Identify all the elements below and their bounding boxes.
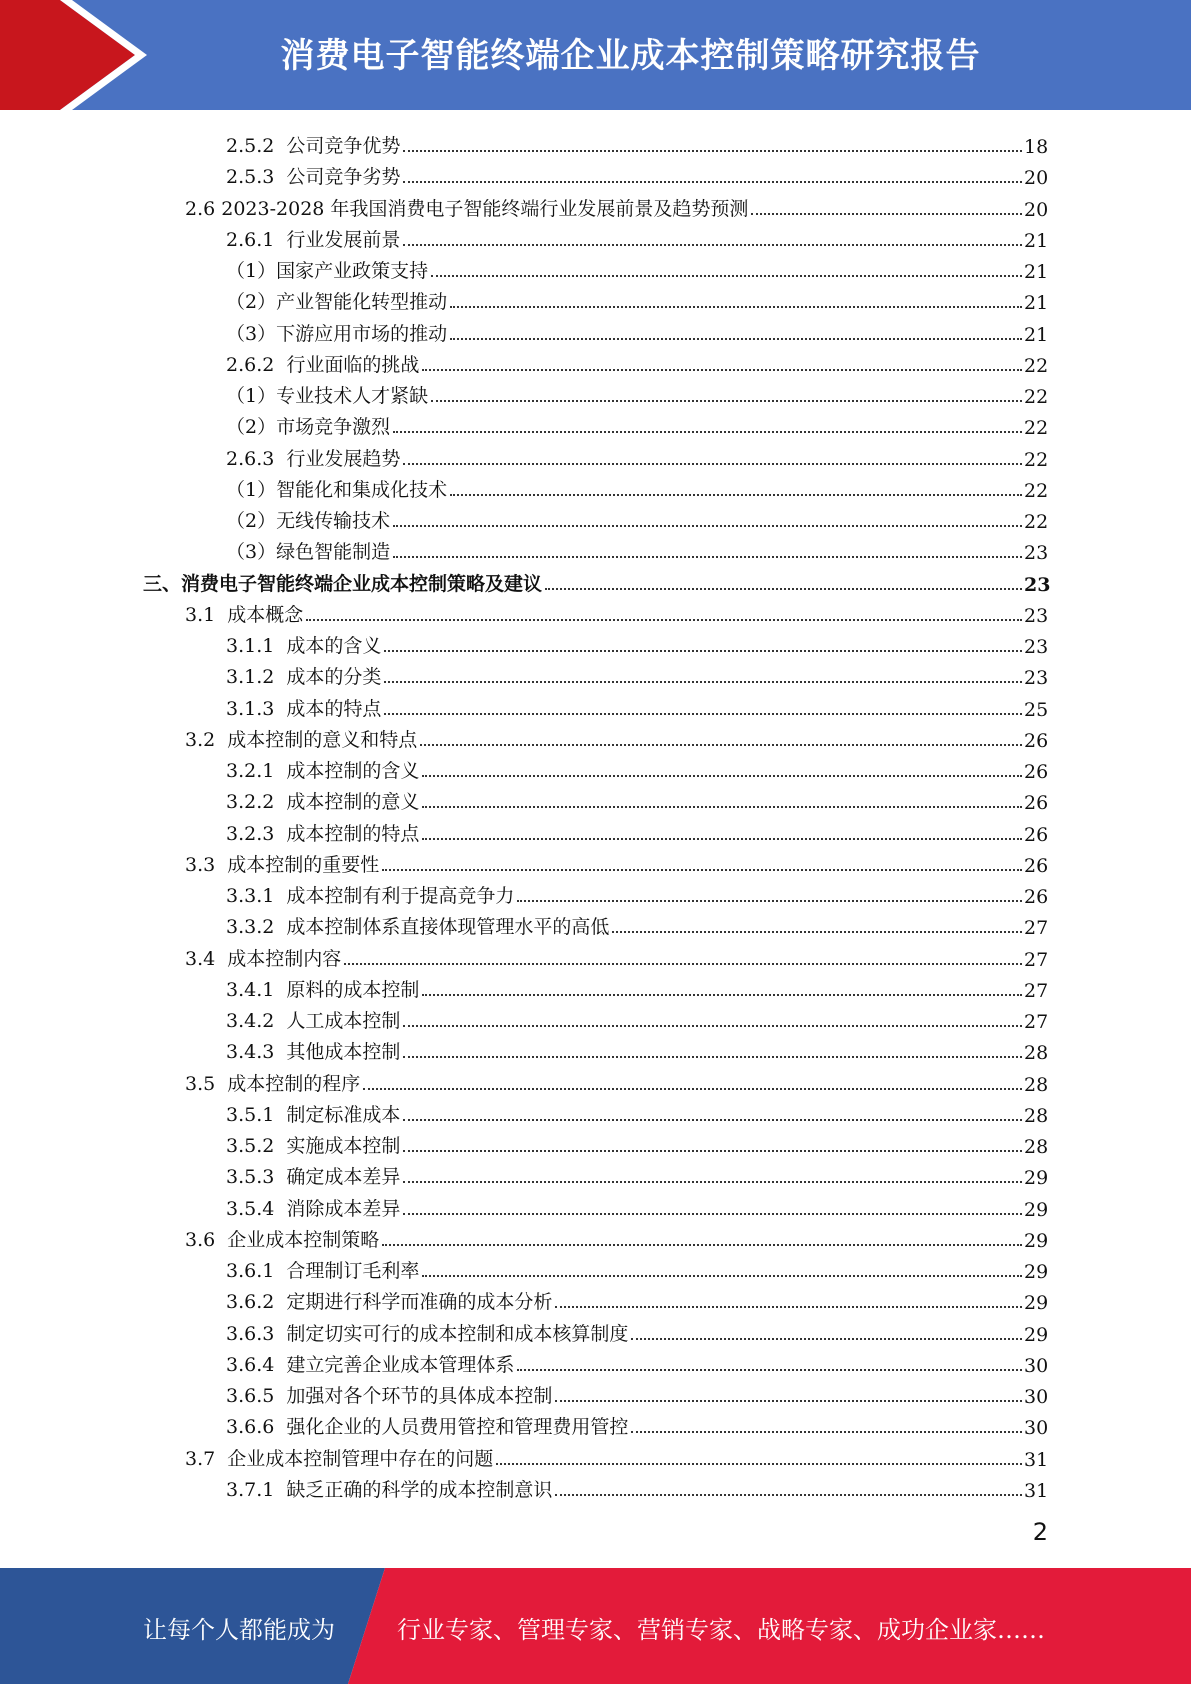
- toc-entry-page: 22: [1024, 354, 1049, 377]
- toc-entry-page: 20: [1024, 167, 1049, 190]
- toc-entry[interactable]: [226, 1346, 1048, 1377]
- toc-entry[interactable]: [226, 1158, 1048, 1189]
- toc-dot-leader: [517, 900, 1022, 902]
- toc-entry-page: 22: [1024, 386, 1049, 408]
- toc-entry[interactable]: [226, 158, 1048, 189]
- toc-entry-page: 25: [1024, 698, 1049, 721]
- toc-entry-page: 21: [1024, 292, 1049, 315]
- toc-dot-leader: [422, 994, 1022, 996]
- toc-entry[interactable]: [226, 1283, 1048, 1314]
- toc-entry[interactable]: [226, 533, 1048, 564]
- toc-entry-page: 28: [1024, 1073, 1049, 1096]
- toc-entry-title: 2.6.1 行业发展前景: [226, 228, 401, 251]
- page-number: 2: [1032, 1518, 1048, 1546]
- toc-dot-leader: [403, 1150, 1022, 1152]
- toc-entry-page: 27: [1024, 979, 1049, 1002]
- toc-entry-page: 28: [1024, 1104, 1049, 1127]
- toc-dot-leader: [403, 1181, 1022, 1183]
- toc-entry-page: 23: [1024, 542, 1049, 565]
- toc-entry[interactable]: [226, 627, 1048, 658]
- toc-entry-title: 3.7.1 缺乏正确的科学的成本控制意识: [226, 1478, 553, 1501]
- toc-dot-leader: [403, 181, 1022, 183]
- toc-entry-title: 3.1.1 成本的含义: [226, 635, 382, 657]
- toc-entry[interactable]: [226, 1033, 1048, 1064]
- toc-entry-title: （2）市场竞争激烈: [226, 416, 391, 439]
- toc-entry-title: 3.6.3 制定切实可行的成本控制和成本核算制度: [226, 1322, 629, 1345]
- toc-entry[interactable]: [185, 940, 1048, 971]
- toc-entry[interactable]: [226, 346, 1048, 377]
- toc-entry[interactable]: [226, 908, 1048, 939]
- toc-dot-leader: [403, 150, 1022, 152]
- toc-entry[interactable]: [226, 971, 1048, 1002]
- toc-dot-leader: [384, 681, 1022, 683]
- toc-dot-leader: [384, 650, 1022, 652]
- toc-dot-leader: [393, 556, 1022, 558]
- toc-entry-page: 26: [1024, 729, 1049, 752]
- toc-entry-page: 27: [1024, 917, 1049, 940]
- toc-entry-page: 27: [1024, 1011, 1049, 1033]
- toc-entry-page: 20: [1024, 198, 1049, 221]
- toc-entry-title: 3.5.1 制定标准成本: [226, 1103, 401, 1126]
- toc-entry-title: 3.2 成本控制的意义和特点: [185, 728, 418, 751]
- toc-dot-leader: [422, 1275, 1022, 1277]
- toc-entry[interactable]: [226, 877, 1048, 908]
- toc-dot-leader: [631, 1338, 1022, 1340]
- toc-entry-page: 23: [1024, 573, 1051, 596]
- toc-entry-title: 3.2.3 成本控制的特点: [226, 822, 420, 845]
- toc-dot-leader: [496, 1463, 1022, 1465]
- toc-entry-title: 3.1.2 成本的分类: [226, 666, 382, 689]
- toc-entry-title: 3.3 成本控制的重要性: [185, 853, 380, 876]
- toc-entry[interactable]: [226, 1377, 1048, 1408]
- toc-entry[interactable]: [226, 1471, 1048, 1502]
- toc-dot-leader: [403, 1025, 1022, 1027]
- toc-dot-leader: [545, 588, 1022, 590]
- toc-entry-page: 22: [1024, 511, 1049, 533]
- toc-dot-leader: [384, 713, 1022, 715]
- toc-entry[interactable]: [226, 471, 1048, 502]
- toc-entry-page: 22: [1024, 479, 1049, 502]
- toc-entry-title: （3）下游应用市场的推动: [226, 322, 448, 345]
- toc-dot-leader: [382, 869, 1022, 871]
- toc-entry-title: 3.5 成本控制的程序: [185, 1072, 361, 1095]
- toc-entry-title: 3.1.3 成本的特点: [226, 697, 382, 720]
- toc-entry-page: 21: [1024, 261, 1049, 283]
- toc-entry[interactable]: [226, 315, 1048, 346]
- toc-dot-leader: [422, 369, 1022, 371]
- toc-entry-page: 26: [1024, 854, 1049, 877]
- toc-entry-title: （1）专业技术人才紧缺: [226, 385, 429, 407]
- toc-entry[interactable]: [226, 440, 1048, 471]
- toc-entry-title: 3.7 企业成本控制管理中存在的问题: [185, 1447, 494, 1470]
- toc-entry[interactable]: [226, 127, 1048, 158]
- page-header: [0, 0, 1191, 110]
- toc-entry-page: 23: [1024, 604, 1049, 627]
- toc-entry-title: 3.5.3 确定成本差异: [226, 1166, 401, 1189]
- toc-dot-leader: [612, 931, 1022, 933]
- toc-entry-page: 29: [1024, 1229, 1049, 1252]
- toc-entry[interactable]: [226, 815, 1048, 846]
- toc-entry-title: 2.6.3 行业发展趋势: [226, 447, 401, 470]
- toc-entry-title: 2.6 2023-2028 年我国消费电子智能终端行业发展前景及趋势预测: [185, 197, 749, 220]
- toc-entry-page: 29: [1024, 1167, 1049, 1190]
- toc-entry[interactable]: [226, 752, 1048, 783]
- toc-entry[interactable]: [185, 596, 1048, 627]
- toc-entry[interactable]: [143, 565, 1051, 596]
- toc-dot-leader: [555, 1494, 1022, 1496]
- toc-entry-title: 3.6 企业成本控制策略: [185, 1228, 380, 1251]
- toc-entry-title: 3.5.2 实施成本控制: [226, 1135, 401, 1157]
- toc-entry[interactable]: [226, 1315, 1048, 1346]
- toc-entry-title: 3.4.3 其他成本控制: [226, 1041, 401, 1064]
- toc-entry-page: 21: [1024, 323, 1049, 346]
- toc-entry-title: 3.1 成本概念: [185, 603, 304, 626]
- toc-entry-page: 27: [1024, 948, 1049, 971]
- toc-dot-leader: [422, 806, 1022, 808]
- toc-dot-leader: [306, 619, 1022, 621]
- toc-entry[interactable]: [185, 846, 1048, 877]
- toc-entry[interactable]: [226, 783, 1048, 814]
- toc-entry-title: 三、消费电子智能终端企业成本控制策略及建议: [143, 572, 543, 595]
- toc-entry-title: 3.2.1 成本控制的含义: [226, 760, 420, 782]
- toc-entry-page: 29: [1024, 1323, 1049, 1346]
- toc-entry-page: 31: [1024, 1479, 1049, 1502]
- toc-entry-title: 2.5.3 公司竞争劣势: [226, 166, 401, 189]
- toc-entry[interactable]: [226, 283, 1048, 314]
- page-footer: [0, 1568, 1191, 1684]
- toc-entry-page: 29: [1024, 1292, 1049, 1315]
- toc-entry-page: 23: [1024, 667, 1049, 690]
- toc-dot-leader: [393, 431, 1022, 433]
- toc-entry[interactable]: [185, 1440, 1048, 1471]
- toc-entry-page: 22: [1024, 417, 1049, 440]
- toc-entry-title: （1）国家产业政策支持: [226, 260, 429, 282]
- toc-entry[interactable]: [226, 502, 1048, 533]
- toc-entry-page: 30: [1024, 1354, 1049, 1377]
- toc-entry-page: 26: [1024, 823, 1049, 846]
- toc-entry-page: 22: [1024, 448, 1049, 471]
- toc-dot-leader: [403, 244, 1022, 246]
- toc-entry-title: 3.6.2 定期进行科学而准确的成本分析: [226, 1291, 553, 1314]
- toc-entry-page: 29: [1024, 1261, 1049, 1283]
- toc-entry-page: 26: [1024, 886, 1049, 908]
- toc-dot-leader: [420, 744, 1022, 746]
- toc-entry[interactable]: [226, 690, 1048, 721]
- toc-entry-title: 3.4.1 原料的成本控制: [226, 978, 420, 1001]
- toc-entry-title: 2.5.2 公司竞争优势: [226, 135, 401, 157]
- toc-dot-leader: [450, 306, 1022, 308]
- toc-entry-title: 3.4.2 人工成本控制: [226, 1010, 401, 1032]
- toc-entry-page: 30: [1024, 1386, 1049, 1408]
- toc-entry-page: 21: [1024, 229, 1049, 252]
- toc-entry-title: （2）产业智能化转型推动: [226, 291, 448, 314]
- toc-entry[interactable]: [226, 658, 1048, 689]
- toc-entry[interactable]: [185, 721, 1048, 752]
- toc-entry-title: 3.6.4 建立完善企业成本管理体系: [226, 1353, 515, 1376]
- toc-dot-leader: [555, 1306, 1022, 1308]
- toc-dot-leader: [422, 775, 1022, 777]
- toc-entry[interactable]: [226, 1408, 1048, 1439]
- toc-entry[interactable]: [185, 1065, 1048, 1096]
- footer-slogan-left: 让每个人都能成为: [143, 1616, 335, 1644]
- toc-entry[interactable]: [185, 1221, 1048, 1252]
- toc-dot-leader: [422, 838, 1022, 840]
- toc-dot-leader: [403, 463, 1022, 465]
- document-title: 消费电子智能终端企业成本控制策略研究报告: [280, 36, 981, 76]
- toc-entry[interactable]: [185, 190, 1048, 221]
- toc-dot-leader: [431, 275, 1022, 277]
- toc-entry-title: 3.3.1 成本控制有利于提高竞争力: [226, 885, 515, 907]
- toc-entry-title: （2）无线传输技术: [226, 510, 391, 532]
- toc-entry[interactable]: [226, 1002, 1048, 1033]
- toc-dot-leader: [555, 1400, 1022, 1402]
- toc-entry[interactable]: [226, 252, 1048, 283]
- toc-dot-leader: [450, 338, 1022, 340]
- toc-entry-title: （1）智能化和集成化技术: [226, 478, 448, 501]
- toc-dot-leader: [517, 1369, 1022, 1371]
- toc-dot-leader: [344, 963, 1022, 965]
- toc-dot-leader: [631, 1431, 1022, 1433]
- toc-entry-title: 3.3.2 成本控制体系直接体现管理水平的高低: [226, 916, 610, 939]
- toc-dot-leader: [403, 1119, 1022, 1121]
- toc-dot-leader: [450, 494, 1022, 496]
- toc-entry-page: 18: [1024, 136, 1049, 158]
- toc-dot-leader: [403, 1056, 1022, 1058]
- toc-entry[interactable]: [226, 1096, 1048, 1127]
- toc-entry-title: 3.4 成本控制内容: [185, 947, 342, 970]
- toc-entry-page: 26: [1024, 792, 1049, 815]
- toc-entry-page: 29: [1024, 1198, 1049, 1221]
- toc-entry-title: 3.6.5 加强对各个环节的具体成本控制: [226, 1385, 553, 1407]
- toc-entry-page: 28: [1024, 1136, 1049, 1158]
- toc-entry-page: 23: [1024, 636, 1049, 658]
- footer-slogan-right: 行业专家、管理专家、营销专家、战略专家、成功企业家……: [397, 1616, 1045, 1644]
- toc-dot-leader: [363, 1088, 1022, 1090]
- toc-dot-leader: [393, 525, 1022, 527]
- toc-entry-page: 28: [1024, 1042, 1049, 1065]
- toc-entry-title: （3）绿色智能制造: [226, 541, 391, 564]
- toc-entry-title: 3.6.6 强化企业的人员费用管控和管理费用管控: [226, 1416, 629, 1439]
- toc-entry[interactable]: [226, 221, 1048, 252]
- toc-dot-leader: [403, 1213, 1022, 1215]
- toc-dot-leader: [431, 400, 1022, 402]
- toc-entry[interactable]: [226, 408, 1048, 439]
- toc-dot-leader: [382, 1244, 1022, 1246]
- toc-entry-page: 30: [1024, 1417, 1049, 1440]
- toc-entry-title: 2.6.2 行业面临的挑战: [226, 353, 420, 376]
- toc-entry[interactable]: [226, 1127, 1048, 1158]
- toc-entry-page: 31: [1024, 1448, 1049, 1471]
- toc-entry[interactable]: [226, 377, 1048, 408]
- toc-entry-title: 3.5.4 消除成本差异: [226, 1197, 401, 1220]
- toc-entry-page: 26: [1024, 761, 1049, 783]
- toc-entry[interactable]: [226, 1252, 1048, 1283]
- toc-dot-leader: [751, 213, 1022, 215]
- toc-entry-title: 3.2.2 成本控制的意义: [226, 791, 420, 814]
- toc-entry[interactable]: [226, 1190, 1048, 1221]
- toc-entry-title: 3.6.1 合理制订毛利率: [226, 1260, 420, 1282]
